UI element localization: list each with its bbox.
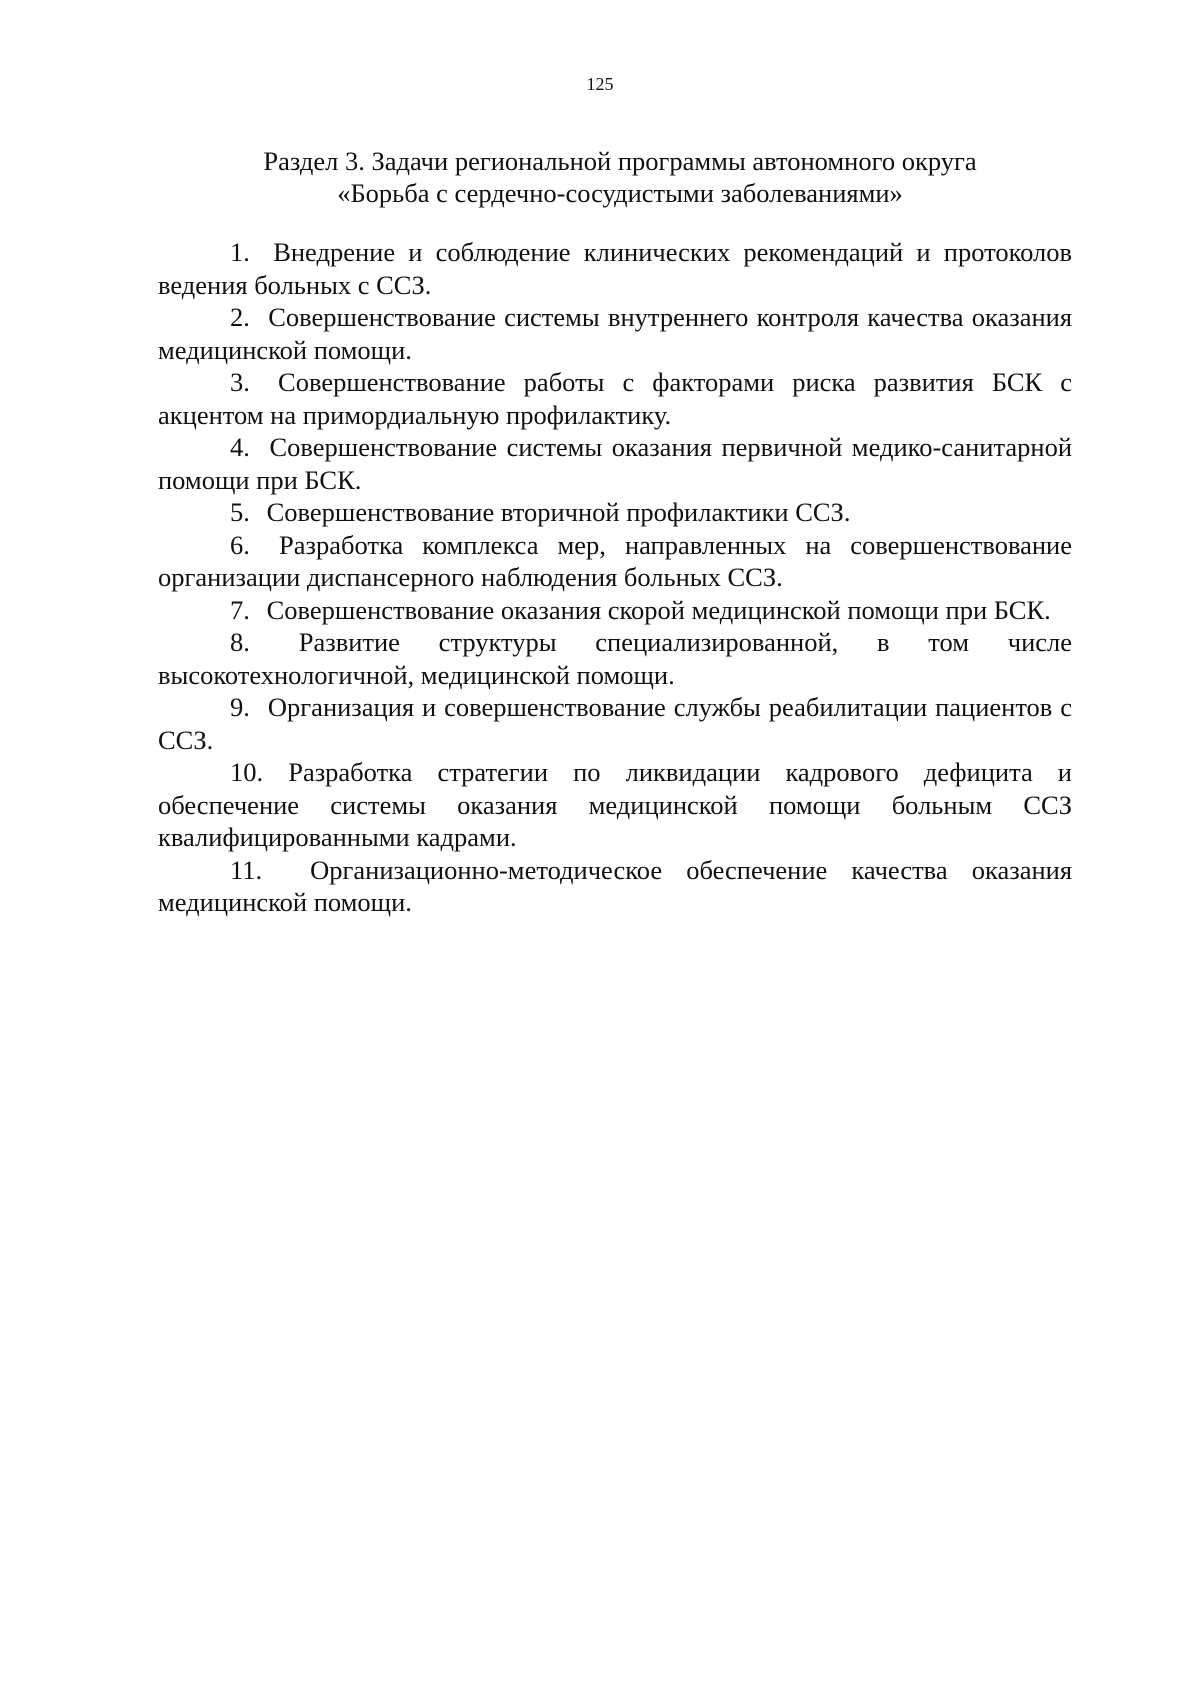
task-text: Совершенствование оказания скорой медицинской помощи при БСК. — [266, 594, 1051, 625]
task-item — [158, 431, 1072, 496]
task-text: Внедрение и соблюдение клинических рекомендаций и протоколов ведения больных с ССЗ. — [158, 237, 1072, 300]
task-text: Совершенствование работы с факторами риска развития БСК с акцентом на примордиальную профилактику. — [158, 367, 1072, 430]
task-item — [158, 529, 1072, 594]
task-text: Совершенствование системы оказания первичной медико-санитарной помощи при БСК. — [158, 432, 1073, 495]
task-item — [158, 366, 1072, 431]
task-item — [158, 236, 1072, 301]
task-number: 8. — [230, 627, 250, 657]
task-number: 7. — [230, 594, 250, 625]
task-number: 10. — [230, 757, 264, 787]
task-number: 1. — [230, 237, 250, 267]
task-number: 11. — [230, 854, 263, 885]
task-text: Разработка стратегии по ликвидации кадрового дефицита и обеспечение системы оказания медицинской помощи больным ССЗ квалифицированными кадрами. — [158, 757, 1072, 852]
task-item — [158, 301, 1072, 366]
page-number: 125 — [586, 74, 614, 94]
task-text: Развитие структуры специализированной, в том числе высокотехнологичной, медицинской помощи. — [158, 627, 1073, 690]
task-number: 3. — [230, 367, 250, 397]
task-text: Совершенствование системы внутреннего контроля качества оказания медицинской помощи. — [158, 302, 1073, 365]
section-title-line-2: «Борьба с сердечно-сосудистыми заболеваниями» — [337, 178, 903, 208]
task-number: 4. — [230, 432, 250, 462]
task-item — [158, 496, 1072, 529]
task-number: 2. — [230, 302, 250, 332]
task-item — [158, 854, 1072, 919]
task-item — [158, 691, 1072, 756]
task-list — [158, 236, 1072, 919]
task-text: Совершенствование вторичной профилактики ССЗ. — [266, 497, 851, 527]
task-item — [158, 756, 1072, 854]
task-item — [158, 594, 1072, 627]
task-number: 9. — [230, 692, 250, 722]
task-number: 5. — [230, 497, 250, 527]
section-title — [150, 145, 1090, 209]
task-text: Организационно-методическое обеспечение качества оказания медицинской помощи. — [158, 854, 1073, 917]
task-item — [158, 626, 1072, 691]
task-text: Организация и совершенствование службы реабилитации пациентов с ССЗ. — [158, 692, 1072, 755]
section-title-line-1: Раздел 3. Задачи региональной программы автономного округа — [263, 146, 977, 176]
task-number: 6. — [230, 529, 250, 560]
task-text: Разработка комплекса мер, направленных на совершенствование организации диспансерного наблюдения больных ССЗ. — [158, 529, 1072, 592]
